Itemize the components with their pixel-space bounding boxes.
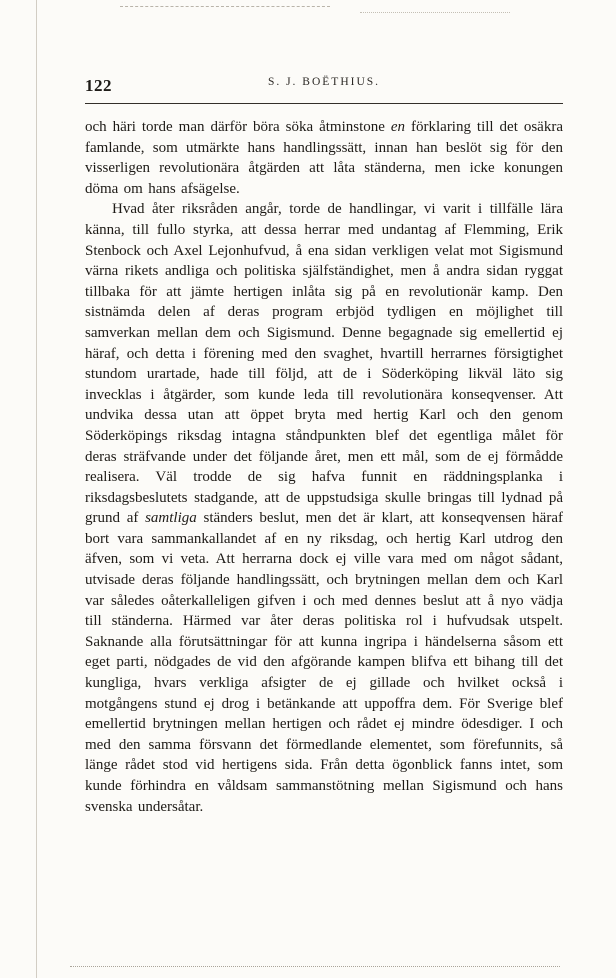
scan-artifact-bottom-dots [70, 966, 560, 967]
page-header [85, 76, 563, 98]
scan-artifact-top-dashes [120, 6, 330, 7]
scan-artifact-top-dots [360, 12, 510, 13]
running-title: S. J. BOËTHIUS. [267, 76, 381, 88]
text-segment: och häri torde man därför böra söka åtminstone [85, 119, 391, 135]
text-segment: Hvad åter riksråden angår, torde de handlingar, vi varit i tillfälle lära känna, till fullo styrka, att dessa herrar med undantag af Flemming, Erik Stenbock och Axel Lejonhufvud, å ena sidan verkligen velat mot Sigismund värna rikets andliga och politiska själfständighet, men å andra sidan ryggat tillbaka för att jämte hertigen inlåta sig på en revolutionär kamp. Den sistnämda delen af deras program erbjöd tydligen en möjlighet till samverkan mellan dem och Sigismund. Denne begagnade sig emellertid ej häraf, och detta i förening med den svaghet, hvartill herrarnes försigtighet stundom urartade, hade till följd, att de i Söderköping likväl läto sig invecklas i åtgärder, som kunde leda till revolutionära konseqvenser. Att undvika dessa utan att öppet bryta med hertig Karl och den genom Söderköpings riksdag intagna ståndpunkten blef det egentliga målet för deras sträfvande under det följande året, men ett mål, som de ej förmådde realisera. Väl trodde de sig hafva funnit en räddningsplanka i riksdagsbeslutets stadgande, att de uppstudsiga skulle bringas till lydnad på grund af [85, 201, 563, 527]
scan-artifact-left-edge [36, 0, 37, 978]
paragraph [85, 117, 563, 199]
italic-word: en [390, 119, 406, 135]
paragraph [85, 199, 563, 817]
header-rule [85, 103, 563, 104]
text-segment: förklaring till det osäkra famlande, som utmärkte hans handlingssätt, innan han beslöt sig för den visserligen revolutionära åtgärden att låta ständerna, men icke konungen döma om hans afsägelse. [85, 119, 563, 197]
text-segment: ständers beslut, men det är klart, att konseqvensen häraf bort vara sammankallandet af en ny riksdag, och hertig Karl utdrog den äfven, som vi veta. Att herrarna dock ej ville vara med om något sådant, utvisade deras följande handlingssätt, och brytningen mellan dem och Karl var således oåterkalleligen gifven i och med dennes beslut att å nyo vädja till ständerna. Härmed var åter deras politiska rol i hufvudsak utspelt. Saknande alla förutsättningar för att kunna ingripa i händelserna såsom ett eget parti, nödgades de vid den afgörande kampen blifva ett bihang till det kungliga, hvars verkliga afsigter de ej gillade och hvilket också i motgångens stund ej drog i betänkande att uppoffra dem. För Sverige blef emellertid brytningen mellan hertigen och rådet ej mindre ödesdiger. I och med den samma försvann det förmedlande elementet, som förefunnits, så länge rådet stod vid hertigens sida. Från detta ögonblick fanns intet, som kunde förhindra en våldsam sammanstötning mellan Sigismund och hans svenska undersåtar. [85, 510, 563, 815]
body-text [85, 117, 563, 817]
page-number: 122 [85, 76, 112, 95]
italic-word: samtliga [145, 510, 197, 527]
text-column [85, 76, 563, 817]
